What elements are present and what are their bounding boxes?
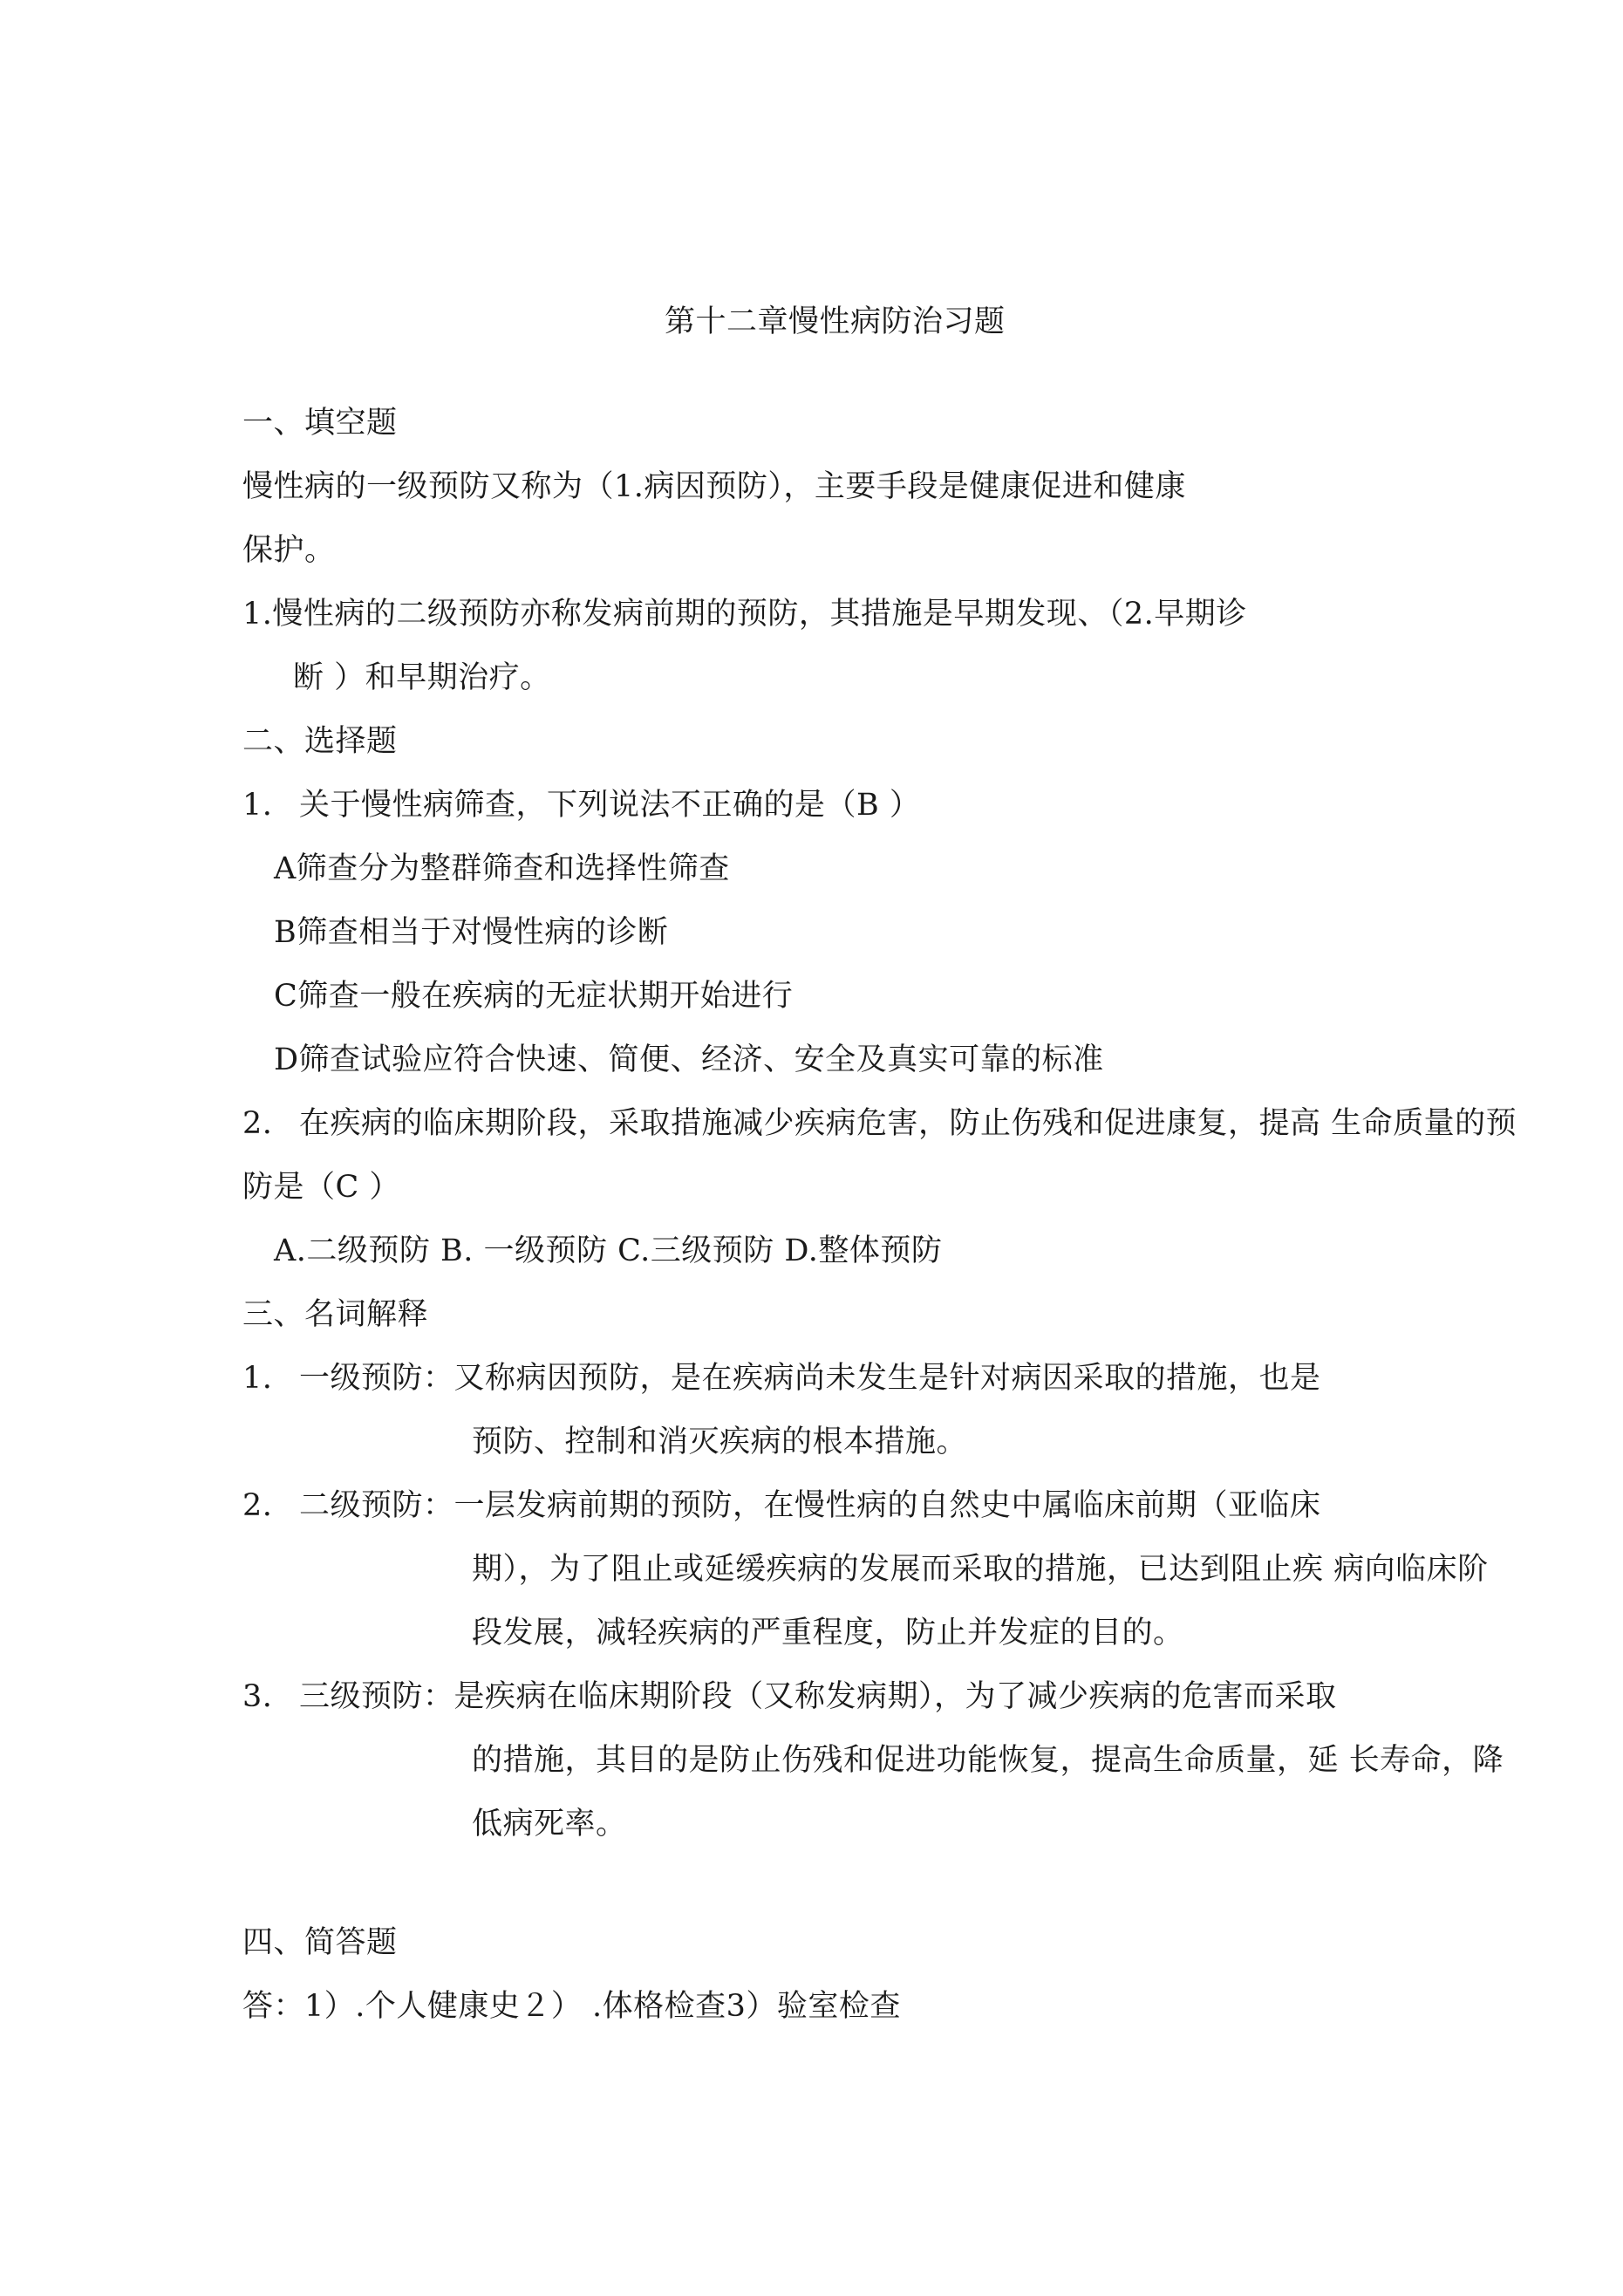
choice-question-2-number: 2.: [242, 1106, 273, 1141]
section-heading-fill-in: 一、填空题: [242, 406, 398, 441]
definition-2-number: 2.: [242, 1488, 273, 1523]
definition-2-line2: 期），为了阻止或延缓疾病的发展而采取的措施，已达到阻止疾 病向临床阶: [472, 1552, 1489, 1587]
choice-question-1-option-a: A筛查分为整群筛查和选择性筛查: [274, 851, 730, 886]
choice-question-2-text: 在疾病的临床期阶段，采取措施减少疾病危害，防止伤残和促进康复，提高 生命质量的预: [299, 1106, 1517, 1141]
choice-question-2-text-continued: 防是（C ）: [242, 1170, 400, 1205]
choice-question-1-option-c: C筛查一般在疾病的无症状期开始进行: [274, 979, 794, 1014]
page-title: 第十二章慢性病防治习题: [665, 304, 1006, 339]
definition-2-line1: 二级预防：一层发病前期的预防，在慢性病的自然史中属临床前期（亚临床: [299, 1488, 1321, 1523]
definition-3-line3: 低病死率。: [472, 1807, 627, 1842]
definition-1-line1: 一级预防：又称病因预防，是在疾病尚未发生是针对病因采取的措施，也是: [299, 1361, 1321, 1396]
section-heading-multiple-choice: 二、选择题: [242, 724, 398, 759]
short-answer-response: 答：1）.个人健康史２） .体格检查3）验室检查: [242, 1989, 901, 2024]
definition-1-line2: 预防、控制和消灭疾病的根本措施。: [472, 1425, 968, 1459]
fill-in-question-2-line1: 1.慢性病的二级预防亦称发病前期的预防，其措施是早期发现、（2.早期诊: [242, 597, 1247, 632]
fill-in-question-2-line2: 断 ）和早期治疗。: [293, 660, 551, 695]
choice-question-1-text: 关于慢性病筛查，下列说法不正确的是（B ）: [299, 788, 921, 823]
section-heading-short-answer: 四、简答题: [242, 1925, 398, 1960]
section-heading-term-definitions: 三、名词解释: [242, 1297, 429, 1332]
fill-in-question-1-line2: 保护。: [242, 533, 336, 568]
choice-question-1-option-b: B筛查相当于对慢性病的诊断: [274, 915, 669, 950]
choice-question-1-option-d: D筛查试验应符合快速、简便、经济、安全及真实可靠的标准: [274, 1042, 1104, 1077]
definition-3-line1: 三级预防：是疾病在临床期阶段（又称发病期），为了减少疾病的危害而采取: [299, 1679, 1337, 1714]
choice-question-1-number: 1.: [242, 788, 273, 823]
definition-3-line2: 的措施，其目的是防止伤残和促进功能恢复，提高生命质量，延 长寿命，降: [472, 1743, 1504, 1778]
definition-1-number: 1.: [242, 1361, 273, 1396]
choice-question-2-options: A.二级预防 B. 一级预防 C.三级预防 D.整体预防: [274, 1233, 943, 1268]
definition-3-number: 3.: [242, 1679, 273, 1714]
fill-in-question-1-line1: 慢性病的一级预防又称为（1.病因预防），主要手段是健康促进和健康: [242, 469, 1186, 504]
definition-2-line3: 段发展，减轻疾病的严重程度，防止并发症的目的。: [472, 1616, 1184, 1650]
